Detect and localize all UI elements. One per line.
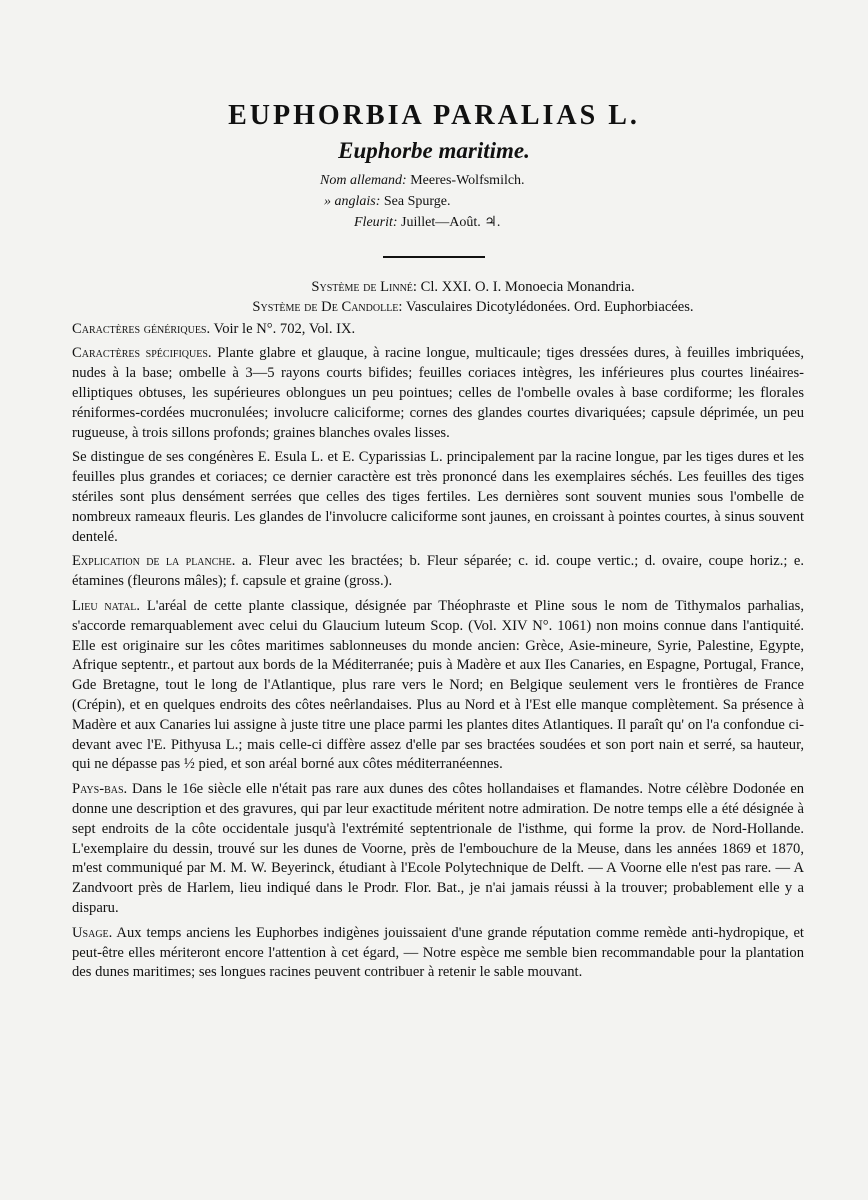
- generic-heading: Caractères génériques.: [72, 320, 211, 337]
- candolle-system: [72, 298, 804, 318]
- usage-section: [72, 924, 804, 983]
- linne-system: [72, 278, 804, 298]
- german-name-value: Meeres-Wolfsmilch.: [410, 173, 525, 188]
- flowering-value: Juillet—Août. ♃.: [401, 215, 501, 230]
- plate-text: a. Fleur avec les bractées; b. Fleur séparée; c. id. coupe vertic.; d. ovaire, coupe horiz.; e. étamines (fleurons mâles); f. capsule et graine (gross.).: [72, 553, 804, 590]
- usage-heading: Usage.: [72, 924, 113, 941]
- netherlands-text: Dans le 16e siècle elle n'était pas rare aux dunes des côtes hollandaises et flamandes. Notre célèbre Dodonée en donne une description et des gravures, qui par leur exactitude méritent notre admiration. De notre temps elle a été désignée à sept endroits de la côte occidentale jusqu'à l'extrémité septentrionale de l'isthme, qui forme la prov. de Nord-Hollande. L'exemplaire du dessin, trouvé sur les dunes de Voorne, près de l'embouchure de la Meuse, dans les années 1869 et 1870, m'est communiqué par M. M. W. Beyerinck, étudiant à l'Ecole Polytechnique de Delft. — A Voorne elle n'est pas rare. — A Zandvoort près de Harlem, lieu indiqué dans le Prodr. Flor. Bat., je n'ai jamais réussi à la trouver; probablement elle y a disparu.: [72, 781, 804, 916]
- title-divider: [383, 256, 485, 258]
- distinction-paragraph: [72, 448, 804, 547]
- native-range-heading: Lieu natal.: [72, 597, 141, 614]
- english-name-row: [320, 191, 580, 212]
- flowering-row: [320, 212, 580, 233]
- common-names: [320, 170, 580, 233]
- english-name-label: » anglais:: [324, 194, 381, 209]
- plate-heading: Explication de la planche.: [72, 553, 236, 570]
- netherlands-section: [72, 780, 804, 919]
- specific-characters: [72, 344, 804, 443]
- body-text: [72, 278, 804, 988]
- specific-heading: Caractères spécifiques.: [72, 345, 212, 362]
- distinction-text: Se distingue de ses congénères E. Esula L. et E. Cyparissias L. principalement par la racine longue, par les tiges dures et les feuilles plus grandes et coriaces; ce dernier caractère est très prononcé dans les exemplaires séchés. Les feuilles des tiges stériles sont plus densément serrées que celles des tiges fertiles. Les dernières sont souvent munies sous l'ombelle de nombreux rameaux fleuris. Les glandes de l'involucre caliciforme sont jaunes, en croissant à pointes courtes, à sinus souvent dentelé.: [72, 449, 804, 545]
- linne-text: Cl. XXI. O. I. Monoecia Monandria.: [416, 279, 635, 295]
- candolle-heading: Système de De Candolle:: [252, 298, 403, 315]
- generic-characters: [72, 320, 804, 340]
- specific-text: Plante glabre et glauque, à racine longue, multicaule; tiges dressées dures, à feuilles imbriquées, nudes à la base; ombelle à 3—5 rayons courts bifides; feuilles coriaces intègres, les inférieures plus courtes linéaires-elliptiques obtuses, les supérieures oblongues un peu pointues; celles de l'ombelle ovales à base cordiforme; les florales réniformes-cordées mucronulées; involucre caliciforme; cornes des glandes courtes divariquées; capsule déprimée, un peu rugueuse, à trois sillons profonds; graines blanches ovales lisses.: [72, 345, 804, 441]
- generic-text: Voir le N°. 702, Vol. IX.: [210, 320, 356, 337]
- candolle-text: Vasculaires Dicotylédonées. Ord. Euphorbiacées.: [402, 298, 694, 315]
- native-range-text: L'aréal de cette plante classique, désignée par Théophraste et Pline sous le nom de Tithymalos parhalias, s'accorde remarquablement avec celui du Glaucium luteum Scop. (Vol. XIV N°. 1061) non moins connue dans l'antiquité. Elle est originaire sur les côtes maritimes sablonneuses du monde ancien: Grèce, Asie-mineure, Syrie, Palestine, Egypte, Afrique septentr., et partout aux bords de la Méditerranée; puis à Madère et aux Iles Canaries, en Espagne, Portugal, France, Gde Bretagne, tout le long de l'Atlantique, plus rare vers le Nord; en Belgique seulement vers le frontières de France (Crépin), et en quelques endroits des côtes neêrlandaises. Plus au Nord et à l'Est elle manque complètement. Sa présence à Madère et aux Canaries lui assigne à juste titre une place parmi les plantes dites Atlantiques. Il paraît qu' on l'a confondue ci-devant avec l'E. Pithyusa L.; mais celle-ci diffère assez d'elle par ses bractées soudées et son port nain et serré, sa hauteur, qui ne dépasse pas ½ pied, et son aréal borné aux côtes méditerranéennes.: [72, 597, 804, 773]
- english-name-value: Sea Spurge.: [383, 194, 451, 209]
- german-name-row: [320, 170, 580, 191]
- flowering-label: Fleurit:: [354, 215, 398, 230]
- native-range: [72, 597, 804, 775]
- page-subtitle: Euphorbe maritime.: [338, 138, 530, 163]
- usage-text: Aux temps anciens les Euphorbes indigènes jouissaient d'une grande réputation comme remède anti-hydropique, et peut-être elles mériteront encore l'attention à cet égard, — Notre espèce me semble bien recommandable pour la plantation des dunes maritimes; ses longues racines peuvent contribuer à retenir le sable mouvant.: [72, 924, 804, 981]
- plate-explanation: [72, 552, 804, 592]
- linne-heading: Système de Linné:: [311, 279, 417, 295]
- page-title: EUPHORBIA PARALIAS L.: [228, 100, 640, 131]
- german-name-label: Nom allemand:: [320, 173, 407, 188]
- netherlands-heading: Pays-bas.: [72, 781, 128, 798]
